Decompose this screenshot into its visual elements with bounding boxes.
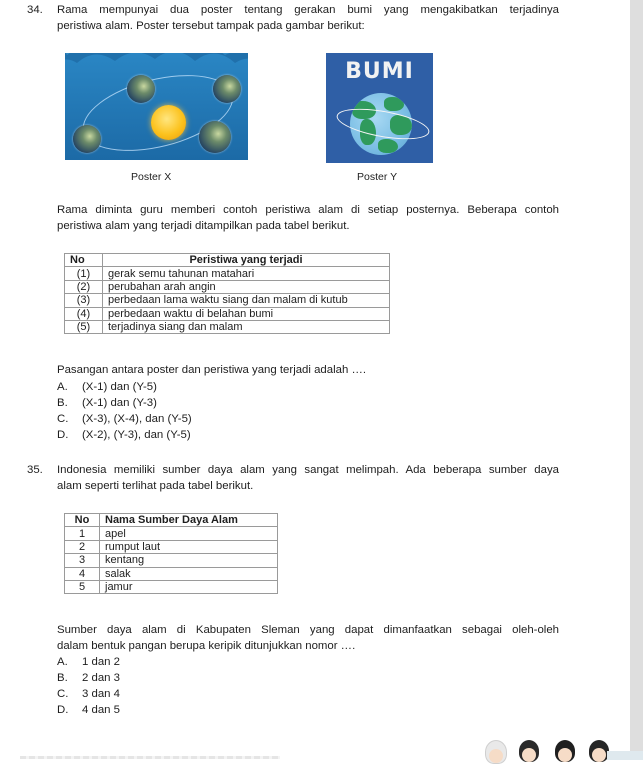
earth-icon	[199, 121, 231, 153]
option-text: (X-2), (Y-3), dan (Y-5)	[82, 429, 191, 441]
question-prompt-line-2: dalam bentuk pangan berupa keripik ditunjukkan nomor ….	[57, 640, 356, 652]
option-letter: A.	[57, 381, 68, 393]
table-row	[65, 567, 278, 580]
resources-table	[64, 513, 278, 594]
table-row	[65, 307, 390, 320]
question-prompt: Pasangan antara poster dan peristiwa yang terjadi adalah ….	[57, 364, 367, 376]
sun-icon	[151, 105, 186, 140]
row-number: 4	[65, 567, 100, 580]
row-number: (2)	[65, 280, 103, 293]
poster-x-image	[65, 53, 248, 160]
intro-line-1: Rama diminta guru memberi contoh peristiwa alam di setiap posternya. Beberapa contoh	[57, 204, 559, 216]
page-edge-scrollbar[interactable]	[630, 0, 643, 760]
row-number: (3)	[65, 294, 103, 307]
row-number: (5)	[65, 320, 103, 333]
row-resource: kentang	[100, 554, 278, 567]
poster-y-image	[326, 53, 433, 163]
row-event: perbedaan lama waktu siang dan malam di kutub	[103, 294, 390, 307]
earth-icon	[73, 125, 101, 153]
option-letter: A.	[57, 656, 68, 668]
table-row	[65, 267, 390, 280]
question-number: 34.	[27, 4, 43, 16]
question-number: 35.	[27, 464, 43, 476]
row-number: (4)	[65, 307, 103, 320]
row-resource: jamur	[100, 580, 278, 593]
table-row	[65, 294, 390, 307]
row-event: perbedaan waktu di belahan bumi	[103, 307, 390, 320]
poster-x-caption: Poster X	[131, 171, 172, 183]
option-letter: B.	[57, 397, 68, 409]
table-row	[65, 554, 278, 567]
row-resource: salak	[100, 567, 278, 580]
option-text: (X-1) dan (Y-5)	[82, 381, 157, 393]
table-row	[65, 527, 278, 540]
row-number: 1	[65, 527, 100, 540]
option-letter: D.	[57, 704, 69, 716]
table-row	[65, 280, 390, 293]
question-stem-line-1: Rama mempunyai dua poster tentang gerakan bumi yang mengakibatkan terjadinya	[57, 4, 559, 16]
events-table	[64, 253, 390, 334]
option-letter: C.	[57, 413, 69, 425]
table-row	[65, 540, 278, 553]
earth-icon	[213, 75, 241, 103]
header-resource: Nama Sumber Daya Alam	[100, 514, 278, 527]
option-text: (X-1) dan (Y-3)	[82, 397, 157, 409]
question-stem-line-1: Indonesia memiliki sumber daya alam yang sangat melimpah. Ada beberapa sumber daya	[57, 464, 559, 476]
row-number: 2	[65, 540, 100, 553]
header-no: No	[65, 514, 100, 527]
row-event: terjadinya siang dan malam	[103, 320, 390, 333]
question-stem-line-2: alam seperti terlihat pada tabel berikut.	[57, 480, 254, 492]
poster-y-title: BUMI	[345, 59, 414, 84]
option-letter: D.	[57, 429, 69, 441]
option-letter: C.	[57, 688, 69, 700]
header-event: Peristiwa yang terjadi	[103, 254, 390, 267]
poster-y-caption: Poster Y	[357, 171, 398, 183]
row-resource: rumput laut	[100, 540, 278, 553]
option-text: 3 dan 4	[82, 688, 121, 700]
table-header-row	[65, 254, 390, 267]
row-resource: apel	[100, 527, 278, 540]
earth-icon	[127, 75, 155, 103]
cartoon-children-icon	[475, 737, 625, 760]
cloud-shape-icon	[65, 53, 248, 79]
intro-line-2: peristiwa alam yang terjadi ditampilkan pada tabel berikut.	[57, 220, 350, 232]
option-text: (X-3), (X-4), dan (Y-5)	[82, 413, 192, 425]
table-row	[65, 580, 278, 593]
option-text: 4 dan 5	[82, 704, 121, 716]
header-no: No	[65, 254, 103, 267]
row-event: gerak semu tahunan matahari	[103, 267, 390, 280]
table-row	[65, 320, 390, 333]
table-header-row	[65, 514, 278, 527]
row-number: (1)	[65, 267, 103, 280]
option-text: 1 dan 2	[82, 656, 121, 668]
option-text: 2 dan 3	[82, 672, 121, 684]
question-prompt-line-1: Sumber daya alam di Kabupaten Sleman yang dapat dimanfaatkan sebagai oleh-oleh	[57, 624, 559, 636]
row-number: 5	[65, 580, 100, 593]
footer-panel	[607, 751, 643, 760]
question-stem-line-2: peristiwa alam. Poster tersebut tampak pada gambar berikut:	[57, 20, 365, 32]
row-event: perubahan arah angin	[103, 280, 390, 293]
footer-faint-text	[20, 756, 280, 759]
row-number: 3	[65, 554, 100, 567]
option-letter: B.	[57, 672, 68, 684]
